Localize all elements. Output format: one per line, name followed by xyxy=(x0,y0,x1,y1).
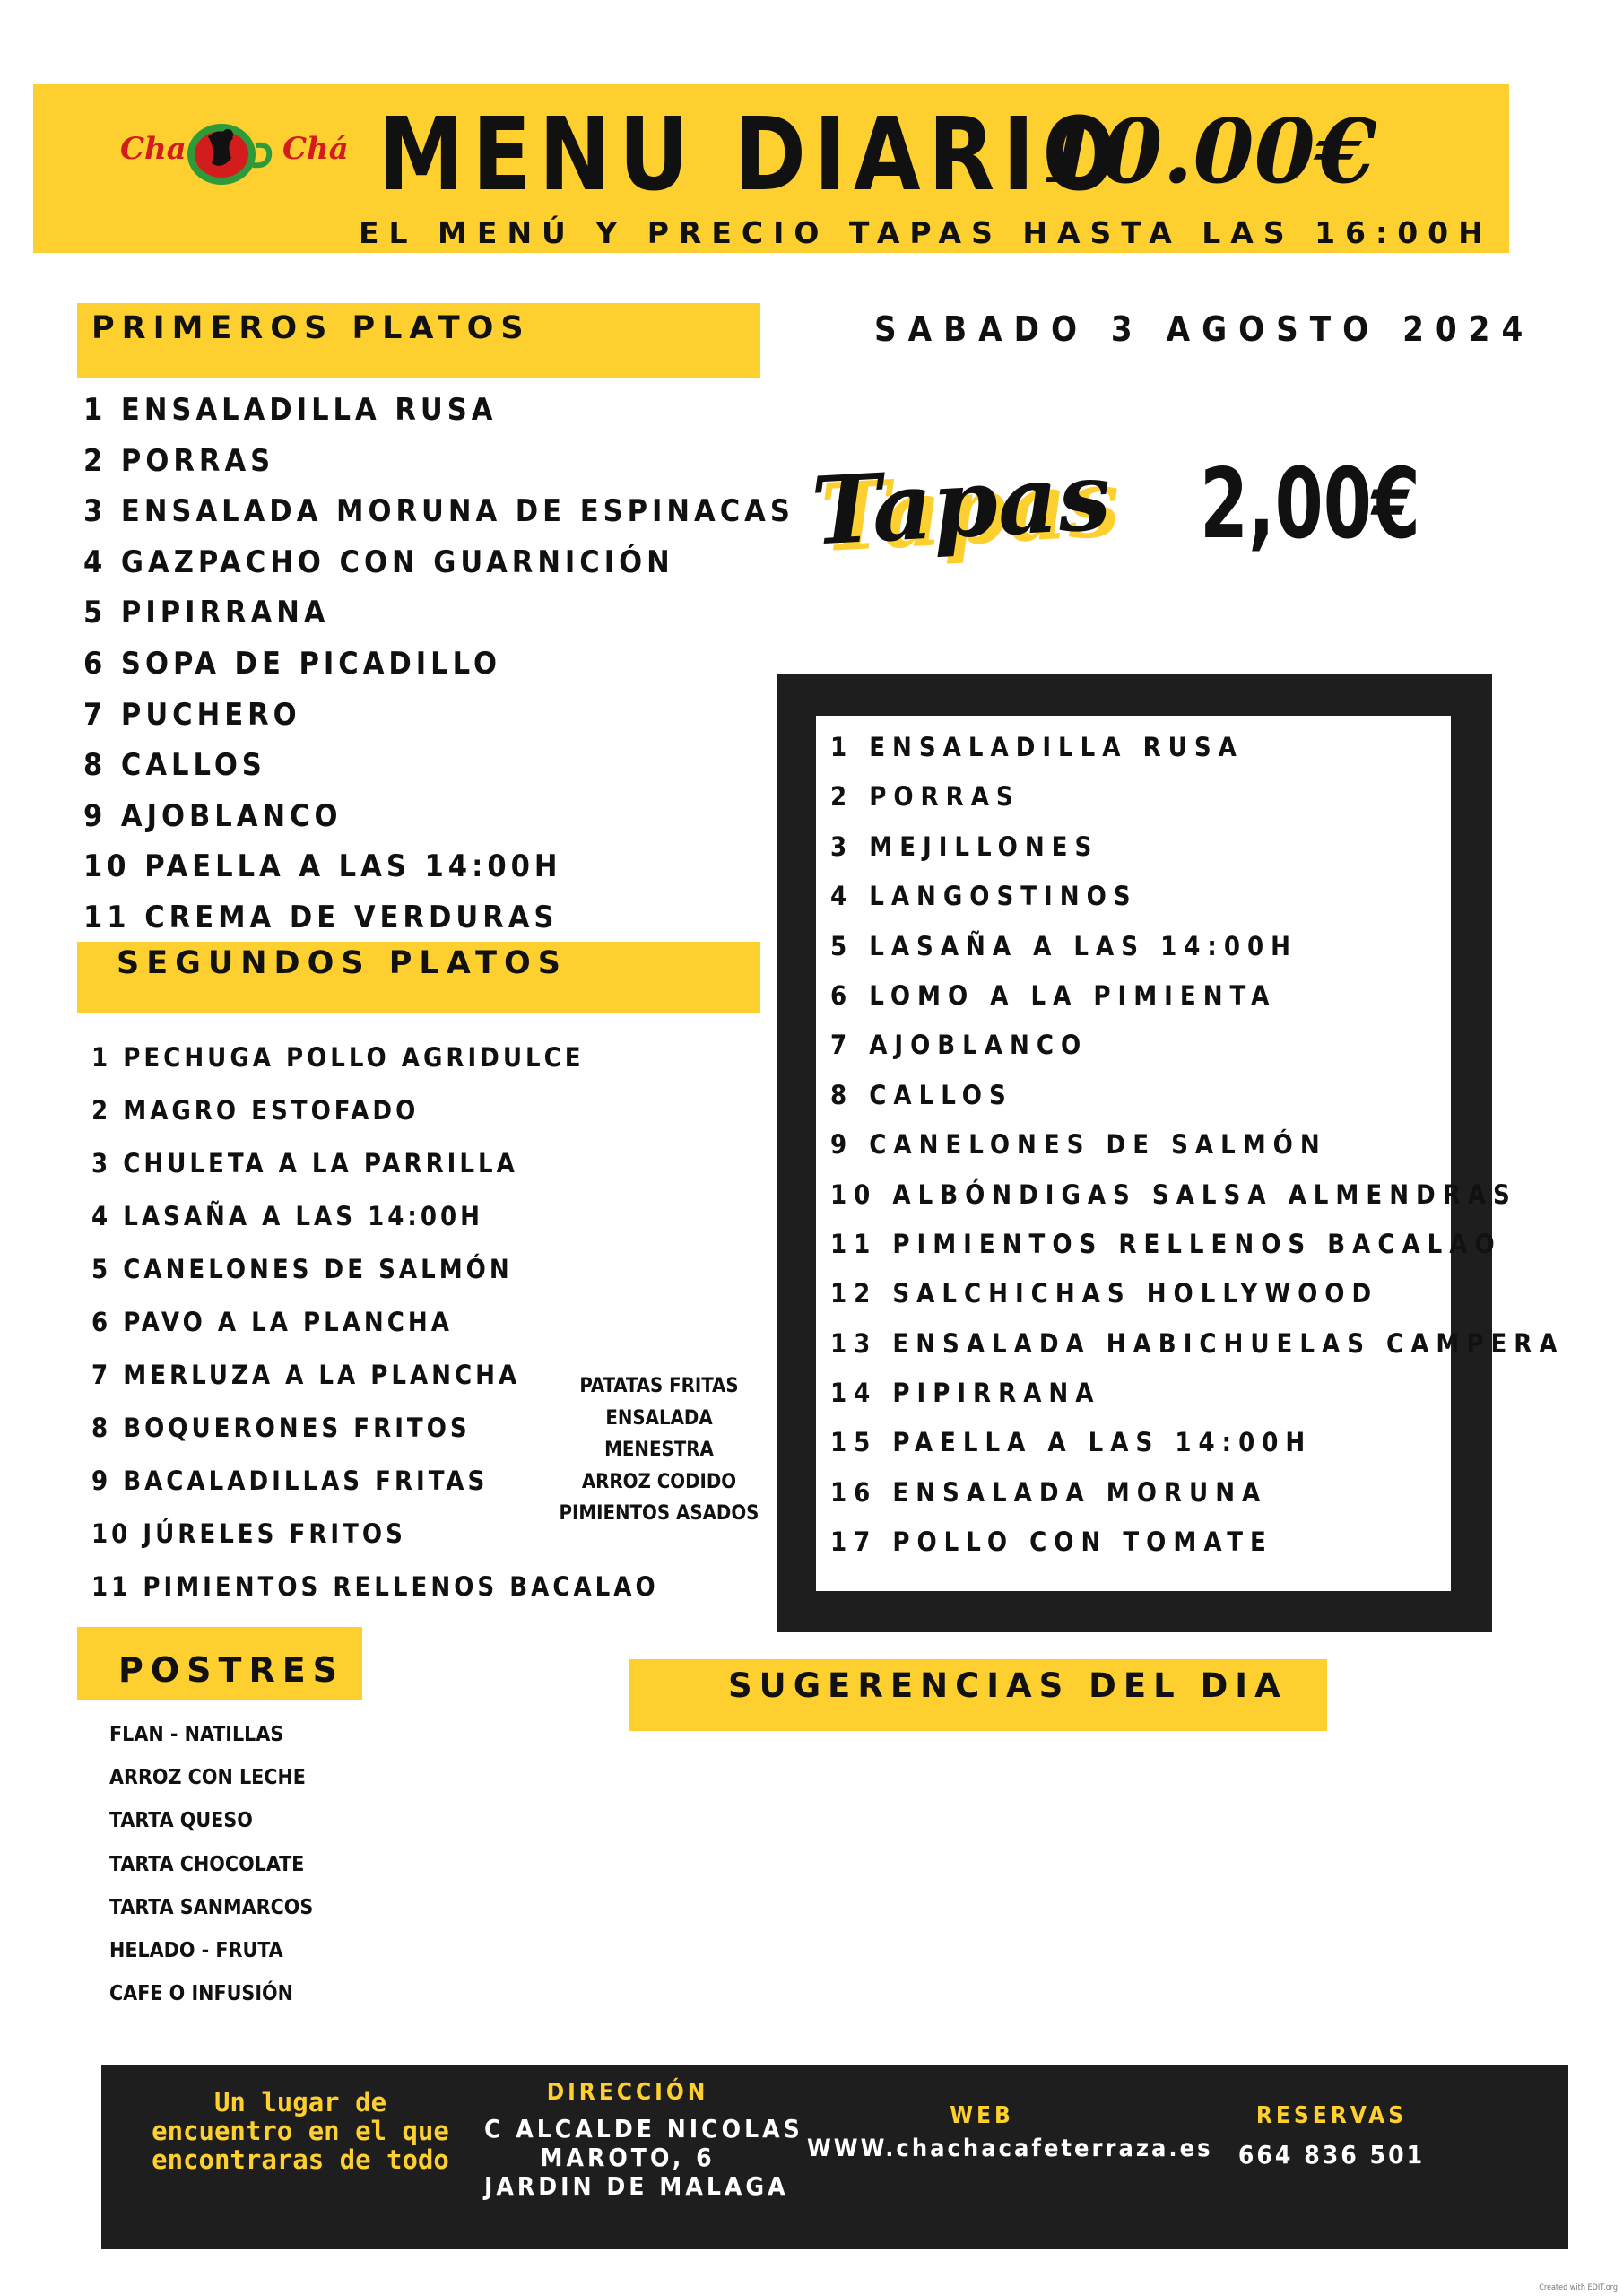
segundos-item: 7 MERLUZA A LA PLANCHA xyxy=(91,1360,521,1390)
primeros-item: 11 CREMA DE VERDURAS xyxy=(83,899,559,935)
tapa-item: 13 ENSALADA HABICHUELAS CAMPERA xyxy=(830,1327,1565,1359)
footer-slogan-line: encontraras de todo xyxy=(152,2144,449,2175)
tapa-item: 9 CANELONES DE SALMÓN xyxy=(830,1129,1327,1161)
tapas-price: 2,00€ xyxy=(1200,448,1420,561)
tapa-item: 1 ENSALADILLA RUSA xyxy=(830,732,1244,762)
segundos-item: 8 BOQUERONES FRITOS xyxy=(91,1413,471,1443)
tapa-item: 14 PIPIRRANA xyxy=(830,1378,1101,1409)
primeros-item: 4 GAZPACHO CON GUARNICIÓN xyxy=(83,544,674,580)
segundos-item: 10 JÚRELES FRITOS xyxy=(91,1518,406,1549)
tapa-item: 4 LANGOSTINOS xyxy=(830,881,1138,912)
tapa-item: 12 SALCHICHAS HOLLYWOOD xyxy=(830,1278,1379,1309)
segundos-item: 6 PAVO A LA PLANCHA xyxy=(91,1307,453,1337)
coffee-cup-icon xyxy=(181,118,280,190)
segundos-title: SEGUNDOS PLATOS xyxy=(117,945,568,981)
segundos-item: 1 PECHUGA POLLO AGRIDULCE xyxy=(91,1042,585,1073)
primeros-item: 6 SOPA DE PICADILLO xyxy=(83,645,501,682)
tapa-item: 6 LOMO A LA PIMIENTA xyxy=(830,979,1277,1011)
segundos-item: 5 CANELONES DE SALMÓN xyxy=(91,1254,513,1284)
guarniciones-list xyxy=(556,1370,762,1530)
primeros-item: 8 CALLOS xyxy=(83,747,266,784)
footer-direccion xyxy=(484,2114,803,2201)
tapa-item: 11 PIMIENTOS RELLENOS BACALAO xyxy=(830,1228,1502,1259)
tapas-label: Tapas xyxy=(809,440,1114,567)
tapa-item: 17 POLLO CON TOMATE xyxy=(830,1526,1273,1558)
menu-subtitle: EL MENÚ Y PRECIO TAPAS HASTA LAS 16:00H xyxy=(359,215,1493,250)
footer-reservas-label: RESERVAS xyxy=(1255,2102,1408,2129)
primeros-item: 2 PORRAS xyxy=(83,442,275,479)
primeros-item: 3 ENSALADA MORUNA DE ESPINACAS xyxy=(83,493,794,530)
footer-reservas-phone[interactable]: 664 836 501 xyxy=(1237,2140,1426,2170)
primeros-list xyxy=(83,385,794,944)
guarnicion-item: ARROZ CODIDO xyxy=(581,1470,737,1493)
menu-date: SABADO 3 AGOSTO 2024 xyxy=(874,309,1535,349)
segundos-item: 11 PIMIENTOS RELLENOS BACALAO xyxy=(91,1571,659,1602)
footer-direccion-label: DIRECCIÓN xyxy=(546,2079,709,2106)
tapa-item: 5 LASAÑA A LAS 14:00H xyxy=(830,930,1298,961)
postre-item: FLAN - NATILLAS xyxy=(109,1723,284,1746)
primeros-item: 10 PAELLA A LAS 14:00H xyxy=(83,848,562,885)
guarnicion-item: PATATAS FRITAS xyxy=(579,1375,739,1397)
postre-item: TARTA CHOCOLATE xyxy=(109,1852,305,1876)
postres-title: POSTRES xyxy=(118,1650,345,1690)
postre-item: CAFE O INFUSIÓN xyxy=(109,1982,293,2006)
menu-price: 10.00€ xyxy=(1040,100,1377,204)
guarnicion-item: ENSALADA xyxy=(605,1406,713,1430)
guarnicion-item: PIMIENTOS ASADOS xyxy=(559,1502,759,1525)
logo-text-left: Cha xyxy=(120,131,187,167)
footer-direccion-line: MAROTO, 6 xyxy=(540,2143,716,2172)
footer-direccion-line: JARDIN DE MALAGA xyxy=(484,2171,789,2201)
chacha-logo xyxy=(117,118,349,190)
footer-web-link[interactable]: WWW.chachacafeterraza.es xyxy=(807,2135,1213,2162)
logo-text-right: Chá xyxy=(282,131,349,167)
segundos-item: 9 BACALADILLAS FRITAS xyxy=(91,1465,489,1496)
tapa-item: 15 PAELLA A LAS 14:00H xyxy=(830,1427,1313,1458)
postres-list xyxy=(109,1713,313,2015)
tapa-item: 2 PORRAS xyxy=(830,781,1020,813)
tapa-item: 8 CALLOS xyxy=(830,1079,1013,1110)
guarnicion-item: MENESTRA xyxy=(604,1439,714,1461)
postre-item: TARTA QUESO xyxy=(109,1809,253,1833)
tapa-item: 10 ALBÓNDIGAS SALSA ALMENDRAS xyxy=(830,1178,1517,1210)
tapa-item: 7 AJOBLANCO xyxy=(830,1030,1089,1061)
segundos-item: 2 MAGRO ESTOFADO xyxy=(91,1095,420,1126)
postre-item: ARROZ CON LECHE xyxy=(109,1766,306,1790)
primeros-title: PRIMEROS PLATOS xyxy=(91,310,531,346)
primeros-item: 9 AJOBLANCO xyxy=(83,797,343,834)
footer-slogan-line: Un lugar de xyxy=(213,2087,387,2118)
tapa-item: 16 ENSALADA MORUNA xyxy=(830,1476,1268,1508)
footer-slogan xyxy=(143,2088,457,2174)
postre-item: TARTA SANMARCOS xyxy=(109,1895,314,1919)
postre-item: HELADO - FRUTA xyxy=(109,1938,283,1962)
footer-web-label: WEB xyxy=(950,2102,1014,2129)
primeros-item: 7 PUCHERO xyxy=(83,696,301,733)
tapas-list xyxy=(830,723,1565,1568)
sugerencias-title: SUGERENCIAS DEL DIA xyxy=(728,1666,1288,1705)
footer-slogan-line: encuentro en el que xyxy=(152,2116,449,2146)
primeros-item: 1 ENSALADILLA RUSA xyxy=(83,392,498,428)
created-with-credit: Created with EDIT.org xyxy=(1539,2283,1618,2292)
tapa-item: 3 MEJILLONES xyxy=(830,831,1099,862)
segundos-item: 4 LASAÑA A LAS 14:00H xyxy=(91,1201,483,1231)
footer-direccion-line: C ALCALDE NICOLAS xyxy=(484,2114,803,2144)
primeros-item: 5 PIPIRRANA xyxy=(83,595,330,631)
segundos-item: 3 CHULETA A LA PARRILLA xyxy=(91,1148,518,1178)
menu-title: MENU DIARIO xyxy=(378,97,1124,213)
